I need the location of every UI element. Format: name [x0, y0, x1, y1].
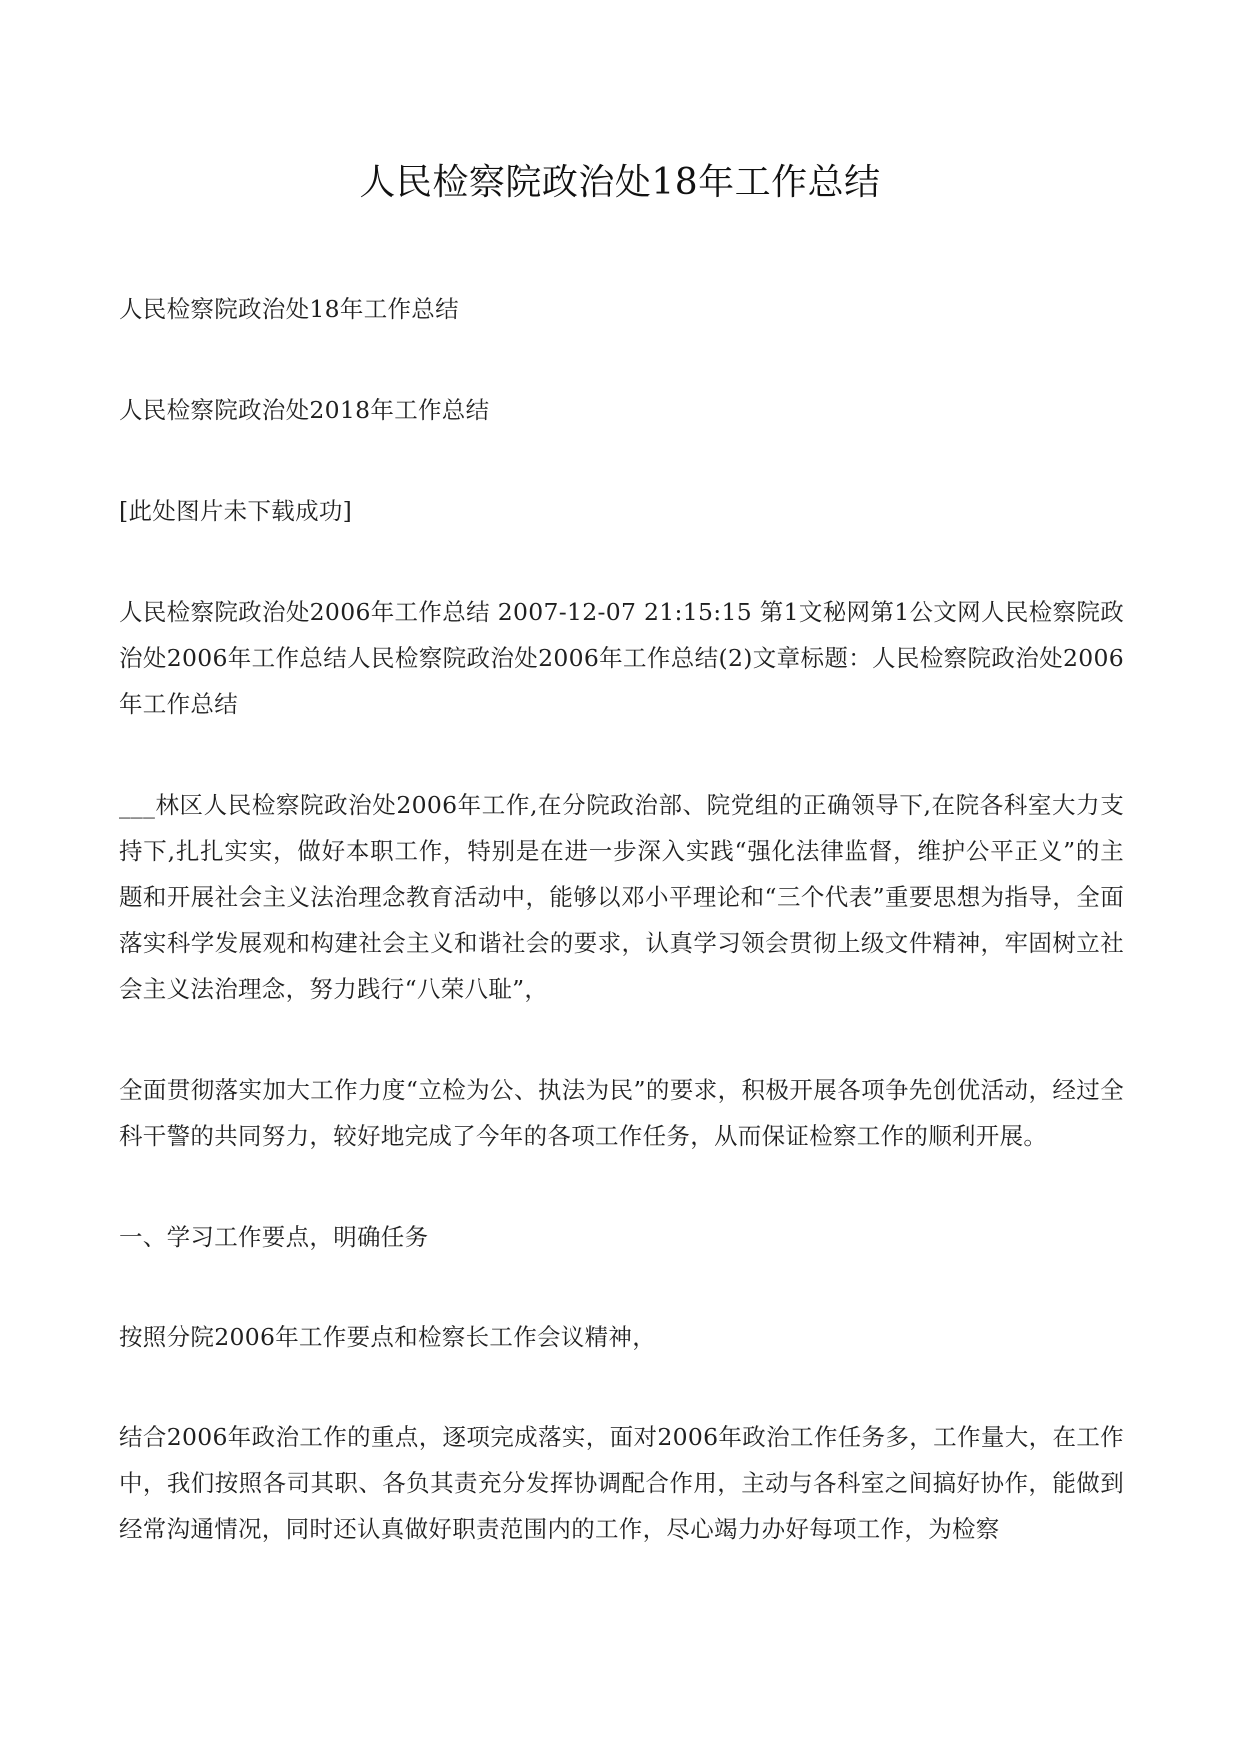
paragraph-implementation: 全面贯彻落实加大工作力度“立检为公、执法为民”的要求，积极开展各项争先创优活动，经过全科干警的共同努力，较好地完成了今年的各项工作任务，从而保证检察工作的顺利开展。	[119, 1076, 1124, 1150]
paragraph-work-points: 按照分院2006年工作要点和检察长工作会议精神，	[119, 1323, 657, 1351]
section-heading-1: 一、学习工作要点，明确任务	[119, 1223, 429, 1251]
document-body	[119, 286, 1124, 1607]
paragraph-subtitle: 人民检察院政治处18年工作总结	[119, 295, 459, 323]
paragraph-intro: ___林区人民检察院政治处2006年工作,在分院政治部、院党组的正确领导下,在院各科室大力支持下,扎扎实实，做好本职工作，特别是在进一步深入实践“强化法律监督，维护公平正义”的主题和开展社会主义法治理念教育活动中，能够以邓小平理论和“三个代表”重要思想为指导，全面落实科学发展观和构建社会主义和谐社会的要求，认真学习领会贯彻上级文件精神，牢固树立社会主义法治理念，努力践行“八荣八耻”，	[119, 791, 1124, 1003]
document-title: 人民检察院政治处18年工作总结	[359, 162, 881, 203]
paragraph-political-work: 结合2006年政治工作的重点，逐项完成落实，面对2006年政治工作任务多，工作量大，在工作中，我们按照各司其职、各负其责充分发挥协调配合作用，主动与各科室之间搞好协作，能做到经常沟通情况，同时还认真做好职责范围内的工作，尽心竭力办好每项工作，为检察	[119, 1423, 1124, 1543]
paragraph-image-placeholder: [此处图片未下载成功]	[119, 497, 353, 525]
paragraph-source-info: 人民检察院政治处2006年工作总结 2007-12-07 21:15:15 第1文秘网第1公文网人民检察院政治处2006年工作总结人民检察院政治处2006年工作总结(2)文章标题：人民检察院政治处2006年工作总结	[119, 598, 1124, 718]
paragraph-subtitle-2018: 人民检察院政治处2018年工作总结	[119, 396, 490, 424]
